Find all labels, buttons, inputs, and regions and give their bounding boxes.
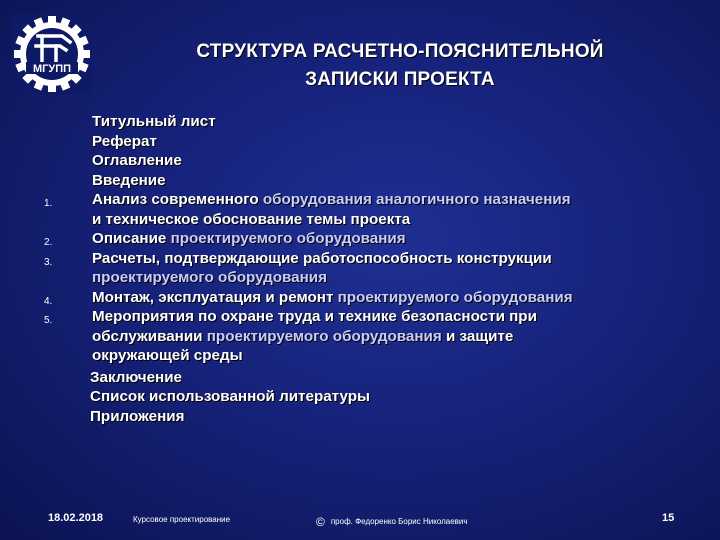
list-item-highlight: проектируемого оборудования	[170, 230, 406, 247]
list-item-text: Реферат	[92, 132, 157, 150]
list-item	[0, 307, 720, 366]
list-item-text-line2-end: и защите	[441, 327, 514, 345]
list-item-highlight: проектируемого оборудования	[92, 269, 328, 286]
list-item-text: Мероприятия по охране труда и технике безопасности при	[92, 308, 537, 325]
list-item	[0, 229, 720, 249]
list-item-text: Анализ современного	[92, 191, 263, 208]
list-item	[0, 288, 720, 308]
list-item	[0, 171, 720, 191]
title-line-2: ЗАПИСКИ ПРОЕКТА	[305, 69, 495, 90]
list-item-text: Приложения	[90, 407, 185, 425]
list-item-highlight: проектируемого оборудования	[206, 327, 442, 345]
page-number: 15	[662, 512, 675, 524]
footer-course: Курсовое проектирование	[133, 515, 231, 524]
list-item-text-line2: обслуживании	[92, 327, 207, 345]
list-item-text: Монтаж, эксплуатация и ремонт	[92, 288, 338, 306]
list-item-highlight: оборудования аналогичного назначения	[262, 191, 571, 208]
list-item	[0, 112, 720, 132]
list-item-text-line3: окружающей среды	[92, 347, 243, 364]
list-item-text: Описание	[92, 230, 171, 247]
footer-author	[316, 515, 468, 535]
list-item-number: 5.	[44, 315, 53, 326]
footer-author-name: проф. Федоренко Борис Николаевич	[330, 517, 468, 527]
structure-list	[0, 112, 720, 426]
list-item	[0, 368, 720, 388]
list-item-text: Расчеты, подтверждающие работоспособность конструкции	[92, 249, 552, 267]
copyright-icon: ©	[316, 515, 325, 529]
list-item-text: Заключение	[90, 368, 183, 386]
list-item-text: Оглавление	[92, 152, 182, 169]
list-item-number: 2.	[44, 237, 53, 248]
list-item-text: Список использованной литературы	[90, 388, 370, 405]
list-item-text: Введение	[92, 171, 166, 189]
list-item	[0, 132, 720, 152]
logo-text: МГУПП	[32, 63, 72, 75]
list-item-text: Титульный лист	[92, 113, 216, 130]
list-item-number: 3.	[44, 256, 53, 268]
mgupp-logo	[12, 14, 92, 94]
gear-logo-icon	[12, 14, 92, 94]
list-item	[0, 190, 720, 229]
list-item	[0, 249, 720, 288]
list-item-number: 4.	[44, 295, 53, 307]
footer-date: 18.02.2018	[48, 512, 104, 524]
list-item-text-line2: и техническое обоснование темы проекта	[92, 210, 411, 228]
list-item-number: 1.	[44, 198, 53, 209]
title-line-1: СТРУКТУРА РАСЧЕТНО-ПОЯСНИТЕЛЬНОЙ	[196, 41, 604, 62]
slide-title	[110, 38, 690, 94]
list-item-highlight: проектируемого оборудования	[337, 288, 573, 306]
list-item	[0, 407, 720, 427]
list-item	[0, 151, 720, 171]
list-item	[0, 387, 720, 407]
